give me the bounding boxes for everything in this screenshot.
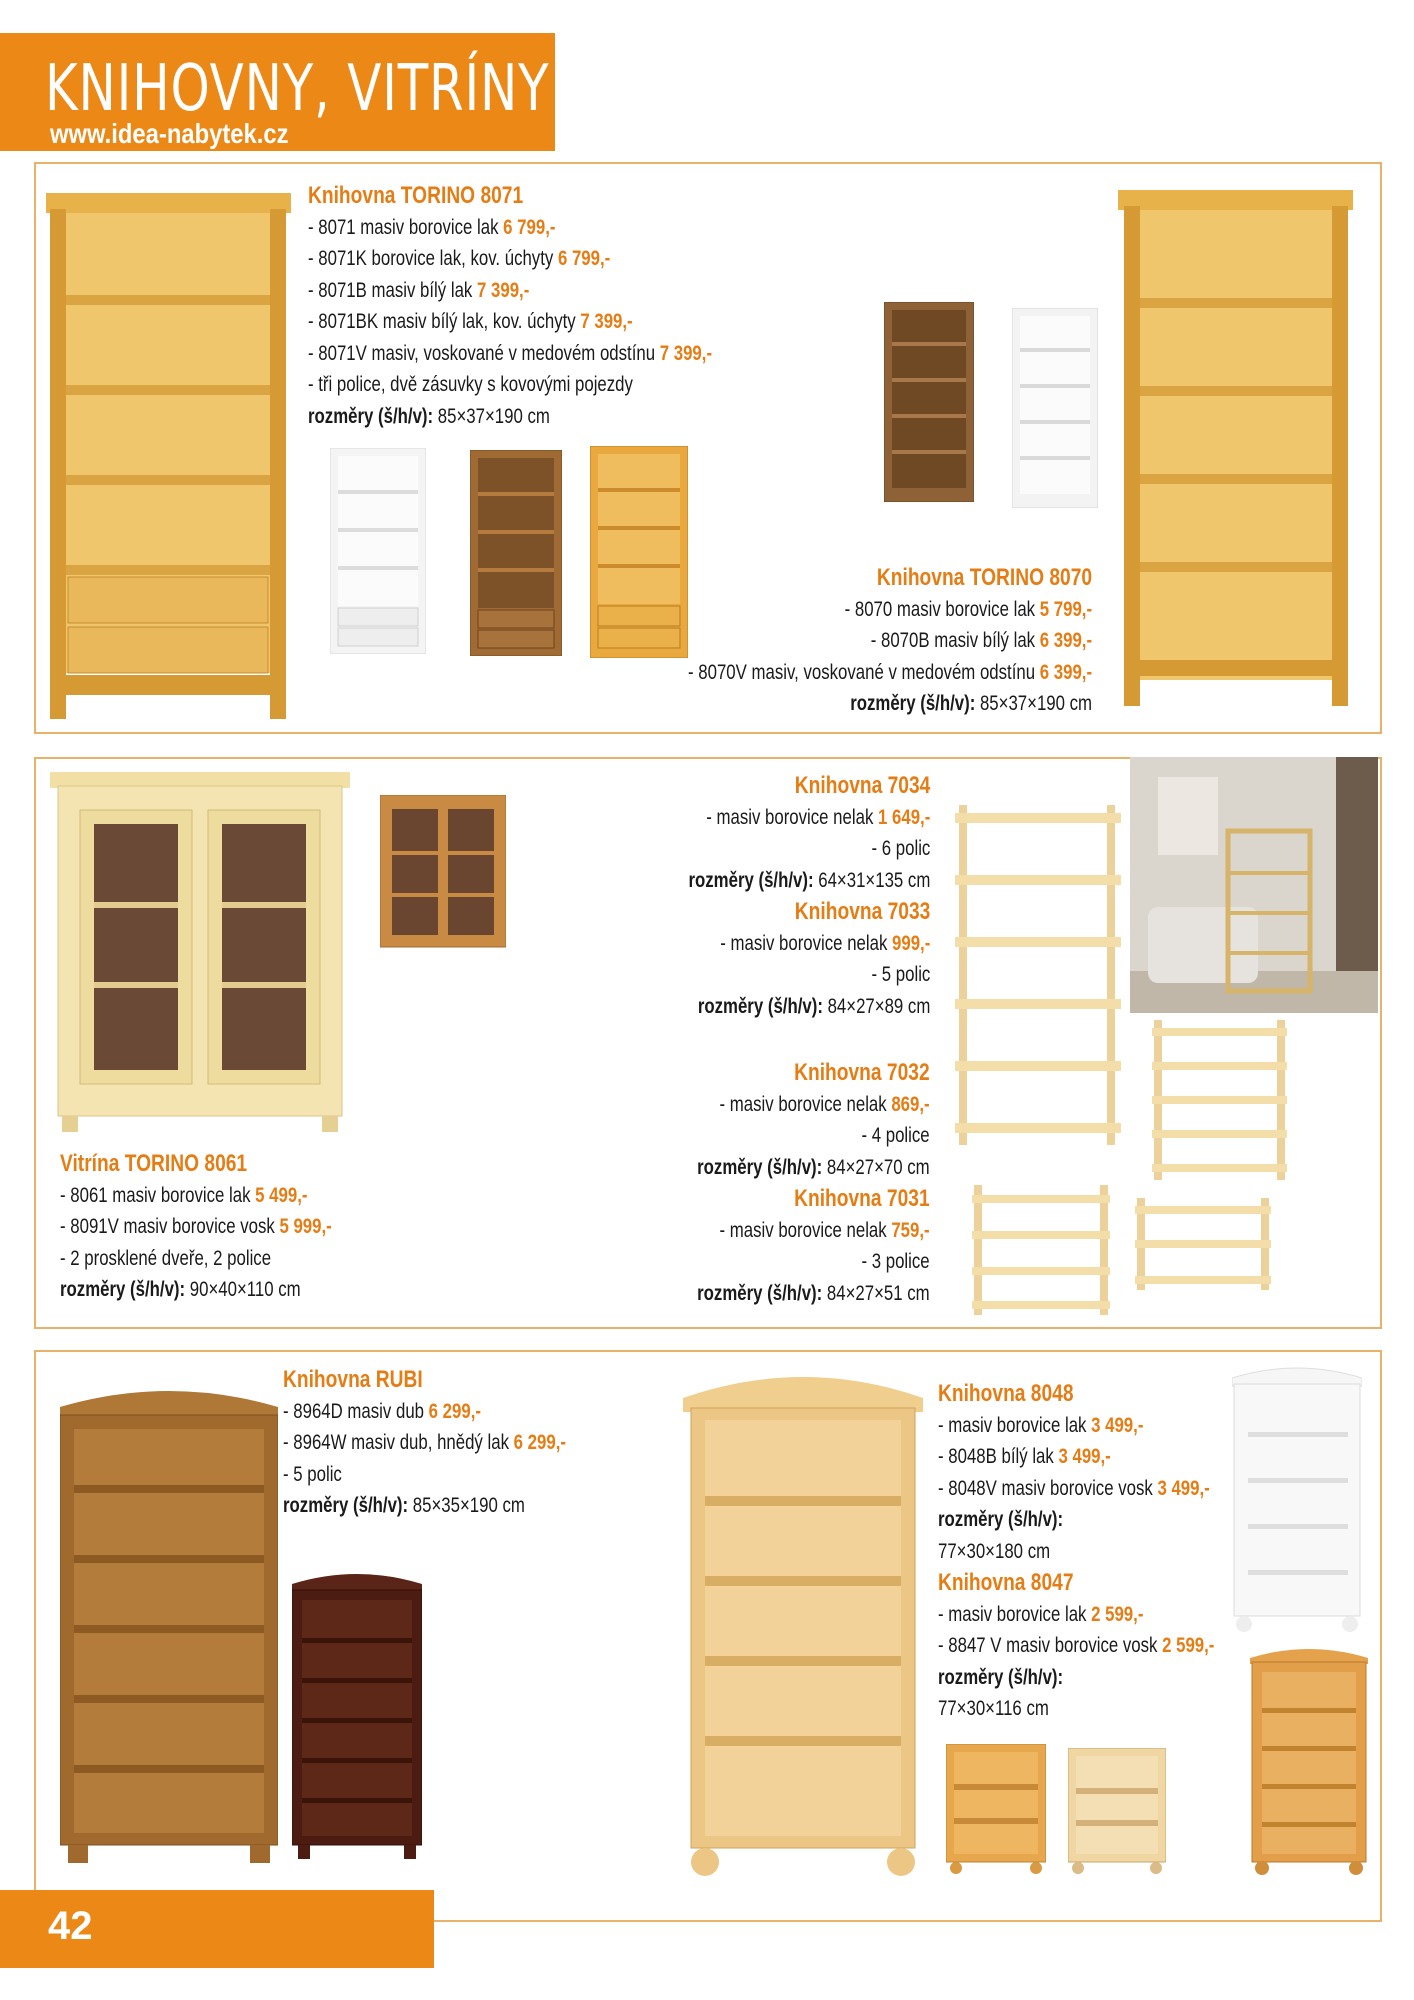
knihovna-8047v-image bbox=[1068, 1748, 1166, 1874]
dimensions: rozměry (š/h/v): 84×27×89 cm bbox=[697, 994, 930, 1018]
spec-line: - 8071B masiv bílý lak 7 399,- bbox=[308, 278, 530, 302]
price: 759,- bbox=[891, 1218, 930, 1242]
product-title: Knihovna TORINO 8070 bbox=[876, 564, 1092, 591]
spec-line: - masiv borovice nelak 759,- bbox=[719, 1218, 930, 1242]
price: 6 399,- bbox=[1039, 629, 1092, 652]
dimensions-label: rozměry (š/h/v): bbox=[938, 1508, 1064, 1531]
website-url[interactable]: www.idea-nabytek.cz bbox=[50, 118, 289, 149]
knihovna-8048v-image bbox=[1250, 1644, 1368, 1876]
knihovna-7032-7031-text bbox=[697, 1057, 930, 1309]
price: 1 649,- bbox=[877, 805, 930, 829]
price: 869,- bbox=[891, 1092, 930, 1116]
spec-line: - 8071BK masiv bílý lak, kov. úchyty 7 399,- bbox=[308, 310, 633, 333]
spec-line: - masiv borovice nelak 869,- bbox=[719, 1092, 930, 1116]
vitrina-8091v-image bbox=[380, 795, 506, 955]
product-title: Knihovna 7031 bbox=[794, 1185, 930, 1212]
spec-line: - 8964D masiv dub 6 299,- bbox=[283, 1399, 481, 1423]
product-title: Knihovna 8048 bbox=[938, 1380, 1074, 1407]
knihovna-7031-image bbox=[1135, 1198, 1271, 1290]
spec-line: - 8847 V masiv borovice vosk 2 599,- bbox=[938, 1634, 1215, 1657]
rubi-brown-image bbox=[292, 1570, 422, 1860]
spec-line: - 8070 masiv borovice lak 5 799,- bbox=[844, 597, 1092, 621]
dimensions: rozměry (š/h/v): 85×37×190 cm bbox=[850, 692, 1092, 715]
room-photo bbox=[1130, 757, 1378, 1013]
torino-8070-brown-image bbox=[884, 302, 974, 502]
spec-line: - masiv borovice lak 3 499,- bbox=[938, 1413, 1144, 1437]
dimensions: rozměry (š/h/v): 64×31×135 cm bbox=[688, 868, 930, 892]
price: 3 499,- bbox=[1058, 1445, 1111, 1468]
spec-line: - masiv borovice lak 2 599,- bbox=[938, 1602, 1144, 1626]
page-number: 42 bbox=[48, 1904, 93, 1948]
spec-line: - 8071 masiv borovice lak 6 799,- bbox=[308, 215, 556, 239]
spec-line: - 8071V masiv, voskované v medovém odstínu 7 399,- bbox=[308, 341, 713, 365]
knihovna-7032-image bbox=[972, 1185, 1110, 1315]
price: 6 799,- bbox=[557, 247, 611, 270]
spec-line: - 4 police bbox=[861, 1124, 930, 1147]
spec-line: - 8048B bílý lak 3 499,- bbox=[938, 1445, 1111, 1468]
dimensions: rozměry (š/h/v): 85×37×190 cm bbox=[308, 404, 550, 428]
price: 2 599,- bbox=[1091, 1602, 1144, 1626]
torino-8071-honey-image bbox=[590, 446, 688, 658]
dimensions: rozměry (š/h/v): 90×40×110 cm bbox=[60, 1278, 301, 1301]
spec-line: - 8070B masiv bílý lak 6 399,- bbox=[870, 629, 1092, 652]
spec-line: - 8071K borovice lak, kov. úchyty 6 799,- bbox=[308, 247, 611, 270]
knihovna-7034-text bbox=[688, 770, 930, 1022]
product-title: Knihovna 7032 bbox=[794, 1059, 930, 1086]
torino-8071-white-image bbox=[330, 448, 426, 654]
product-title: Vitrína TORINO 8061 bbox=[60, 1150, 248, 1177]
spec-line: - 8070V masiv, voskované v medovém odstínu 6 399,- bbox=[687, 660, 1092, 684]
knihovna-7034-image bbox=[955, 805, 1125, 1145]
spec-line: - 3 police bbox=[861, 1250, 930, 1273]
price: 7 399,- bbox=[580, 310, 633, 333]
price: 3 499,- bbox=[1157, 1476, 1210, 1500]
dimensions: rozměry (š/h/v): 84×27×51 cm bbox=[697, 1281, 930, 1305]
product-title: Knihovna RUBI bbox=[283, 1366, 423, 1393]
vitrina-8061-text bbox=[60, 1148, 332, 1306]
price: 999,- bbox=[891, 931, 930, 955]
torino-8071-image bbox=[46, 185, 291, 725]
price: 6 799,- bbox=[503, 215, 556, 239]
spec-line: - 5 polic bbox=[871, 963, 930, 986]
dimensions: rozměry (š/h/v): 85×35×190 cm bbox=[283, 1494, 525, 1517]
spec-line: - masiv borovice nelak 999,- bbox=[719, 931, 930, 955]
torino-8071-brown-image bbox=[470, 450, 562, 656]
spec-line: - 8048V masiv borovice vosk 3 499,- bbox=[938, 1476, 1210, 1500]
price: 6 299,- bbox=[513, 1431, 566, 1454]
rubi-text bbox=[283, 1364, 566, 1522]
price: 5 799,- bbox=[1039, 597, 1092, 621]
knihovna-7033-image bbox=[1152, 1020, 1287, 1180]
spec-line: - 6 polic bbox=[871, 837, 930, 860]
spec-line: - 2 prosklené dveře, 2 police bbox=[60, 1246, 272, 1270]
price: 7 399,- bbox=[659, 341, 713, 365]
knihovna-8047-image bbox=[946, 1744, 1046, 1874]
product-title: Knihovna 7033 bbox=[794, 898, 930, 925]
spec-line: - 8091V masiv borovice vosk 5 999,- bbox=[60, 1215, 332, 1238]
spec-line: - 8061 masiv borovice lak 5 499,- bbox=[60, 1183, 308, 1207]
spec-line: - 5 polic bbox=[283, 1462, 342, 1486]
page-title: KNIHOVNY, VITRÍNY bbox=[45, 52, 550, 126]
torino-8070-white-image bbox=[1012, 308, 1098, 508]
spec-line: - masiv borovice nelak 1 649,- bbox=[705, 805, 930, 829]
price: 2 599,- bbox=[1162, 1634, 1215, 1657]
price: 5 499,- bbox=[255, 1183, 308, 1207]
price: 7 399,- bbox=[477, 278, 530, 302]
dimensions-label: rozměry (š/h/v): bbox=[938, 1665, 1064, 1689]
spec-line: - 8964W masiv dub, hnědý lak 6 299,- bbox=[283, 1431, 566, 1454]
dimensions-value: 77×30×116 cm bbox=[938, 1697, 1049, 1720]
knihovna-8048-8047-text bbox=[938, 1378, 1214, 1725]
product-title: Knihovna TORINO 8071 bbox=[308, 182, 524, 209]
torino-8070-text bbox=[688, 562, 1092, 720]
dimensions: rozměry (š/h/v): 84×27×70 cm bbox=[697, 1155, 930, 1179]
torino-8071-text bbox=[308, 180, 712, 432]
knihovna-8048-image bbox=[683, 1368, 923, 1878]
price: 3 499,- bbox=[1091, 1413, 1144, 1437]
product-title: Knihovna 7034 bbox=[794, 772, 930, 799]
price: 6 399,- bbox=[1039, 660, 1092, 684]
torino-8070-image bbox=[1118, 190, 1353, 710]
price: 5 999,- bbox=[279, 1215, 332, 1238]
rubi-oak-image bbox=[60, 1385, 278, 1865]
price: 6 299,- bbox=[428, 1399, 481, 1423]
product-title: Knihovna 8047 bbox=[938, 1569, 1074, 1596]
vitrina-8061-image bbox=[50, 772, 350, 1134]
dimensions-value: 77×30×180 cm bbox=[938, 1539, 1051, 1563]
knihovna-8048b-white-image bbox=[1232, 1362, 1362, 1634]
spec-line: - tři police, dvě zásuvky s kovovými pojezdy bbox=[308, 373, 633, 396]
